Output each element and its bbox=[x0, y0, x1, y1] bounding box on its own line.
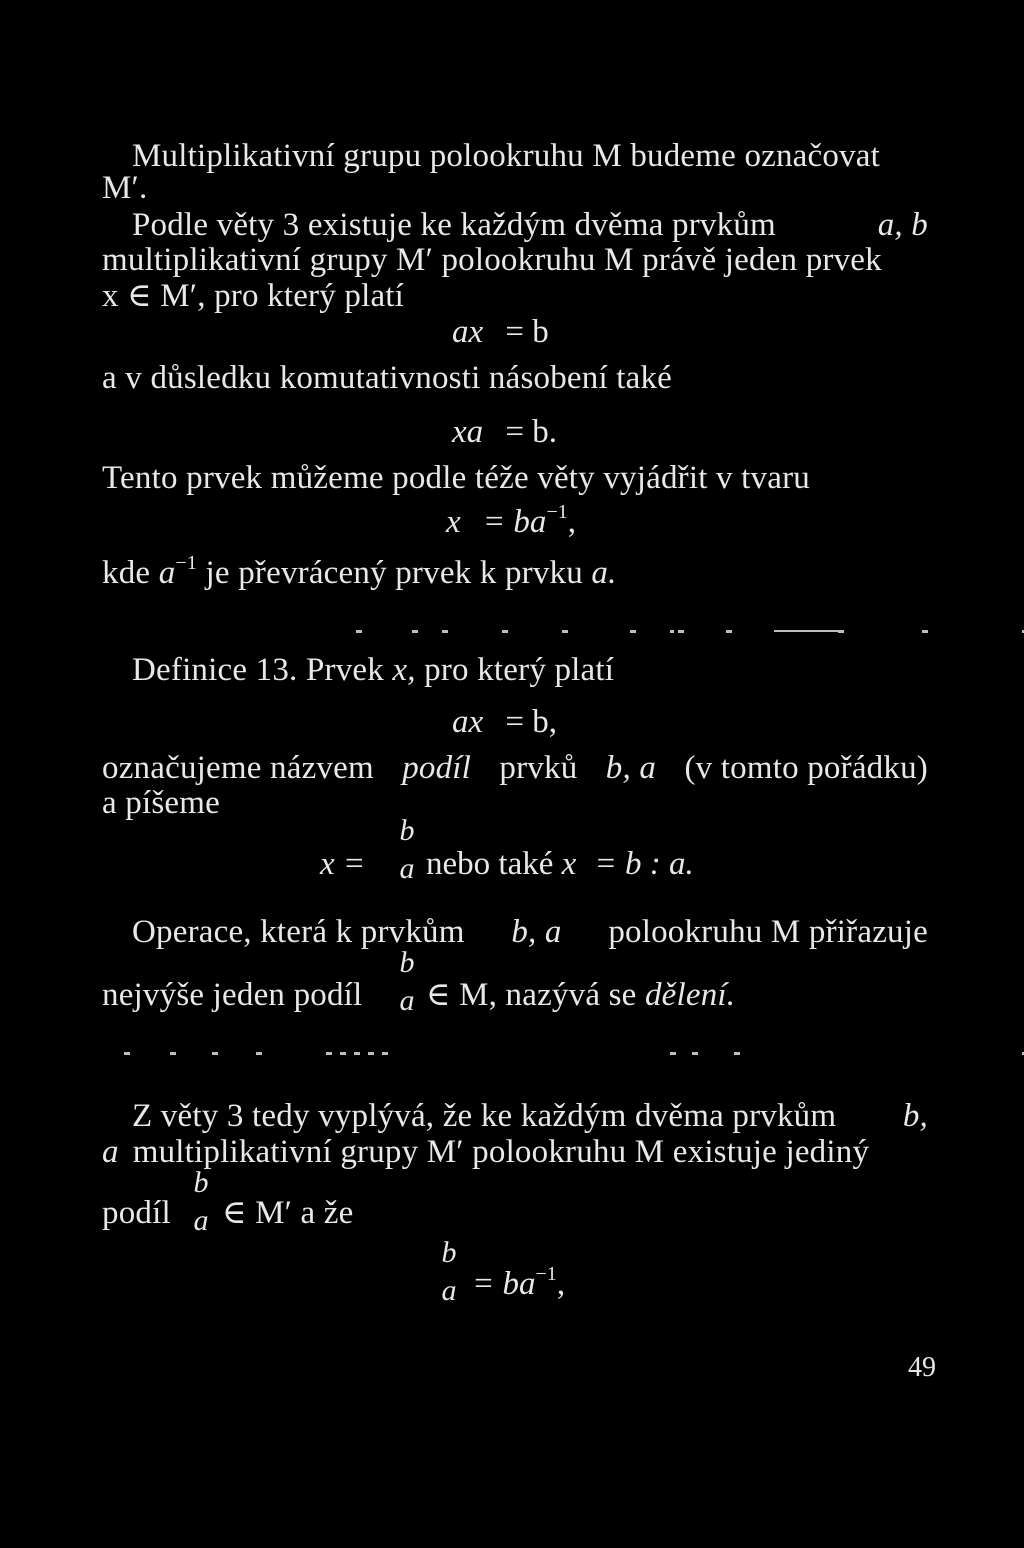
term-podil: podíl bbox=[402, 750, 472, 786]
dotted-separator bbox=[102, 1052, 928, 1060]
paragraph-7-line-3-start: podíl bbox=[102, 1195, 171, 1231]
paragraph-2-line-1: Podle věty 3 existuje ke každým dvěma prvkům a, b bbox=[132, 207, 928, 243]
paragraph-1-line-2: M′. bbox=[102, 170, 148, 206]
page-number: 49 bbox=[908, 1352, 936, 1383]
fraction-b-over-a: b a bbox=[399, 946, 415, 1017]
fraction-b-over-a: b a bbox=[441, 1236, 457, 1307]
definition-equation: ax = b, bbox=[452, 704, 558, 740]
paragraph-7-line-3-end: ∈ M′ a že bbox=[222, 1195, 354, 1231]
paragraph-4: Tento prvek můžeme podle téže věty vyjádřit v tvaru bbox=[102, 460, 810, 496]
paragraph-3: a v důsledku komutativnosti násobení také bbox=[102, 360, 673, 396]
paragraph-2-line-3: x ∈ M′, pro který platí bbox=[102, 278, 405, 314]
equation-quotient-inverse: = $ba^{-1}$, bbox=[472, 1263, 566, 1302]
paragraph-6-line-2-end: ∈ M, nazývá se dělení. bbox=[426, 977, 736, 1013]
equation-xa-b: xa = b. bbox=[452, 414, 558, 450]
fraction-b-over-a: b a bbox=[399, 814, 415, 885]
definition-heading: Definice 13. bbox=[132, 652, 298, 688]
fraction-b-over-a: b a bbox=[193, 1166, 209, 1237]
paragraph-5: kde $a^{-1}$ je převrácený prvek k prvku a. bbox=[102, 552, 617, 591]
paragraph-1-line-1: Multiplikativní grupu polookruhu M budeme označovat bbox=[132, 138, 880, 174]
paragraph-6-line-1: Operace, která k prvkům b, a polookruhu M přiřazuje bbox=[132, 914, 928, 950]
definition-line-2: označujeme názvem podíl prvků b, a (v tomto pořádku) bbox=[102, 750, 928, 786]
term-deleni: dělení. bbox=[644, 977, 736, 1013]
definition-13-line-1: Definice 13. Prvek x, pro který platí bbox=[132, 652, 615, 688]
paragraph-2-line-2: multiplikativní grupy M′ polookruhu M právě jeden prvek bbox=[102, 242, 882, 278]
paragraph-7-line-2: a multiplikativní grupy M′ polookruhu M existuje jediný bbox=[102, 1134, 870, 1170]
dotted-separator bbox=[102, 630, 928, 638]
paragraph-6-line-2-start: nejvýše jeden podíl bbox=[102, 977, 363, 1013]
equation-ax-b: ax = b bbox=[452, 314, 549, 350]
equation-alternative: nebo také x = b : a. bbox=[426, 846, 694, 882]
paragraph-7-line-1: Z věty 3 tedy vyplývá, že ke každým dvěma prvkům b, bbox=[132, 1098, 928, 1134]
definition-line-3: a píšeme bbox=[102, 785, 220, 821]
equation-x-ba-inverse: $x = ba^{-1}$, bbox=[446, 501, 576, 540]
equation-x-equals: x = bbox=[320, 846, 366, 882]
